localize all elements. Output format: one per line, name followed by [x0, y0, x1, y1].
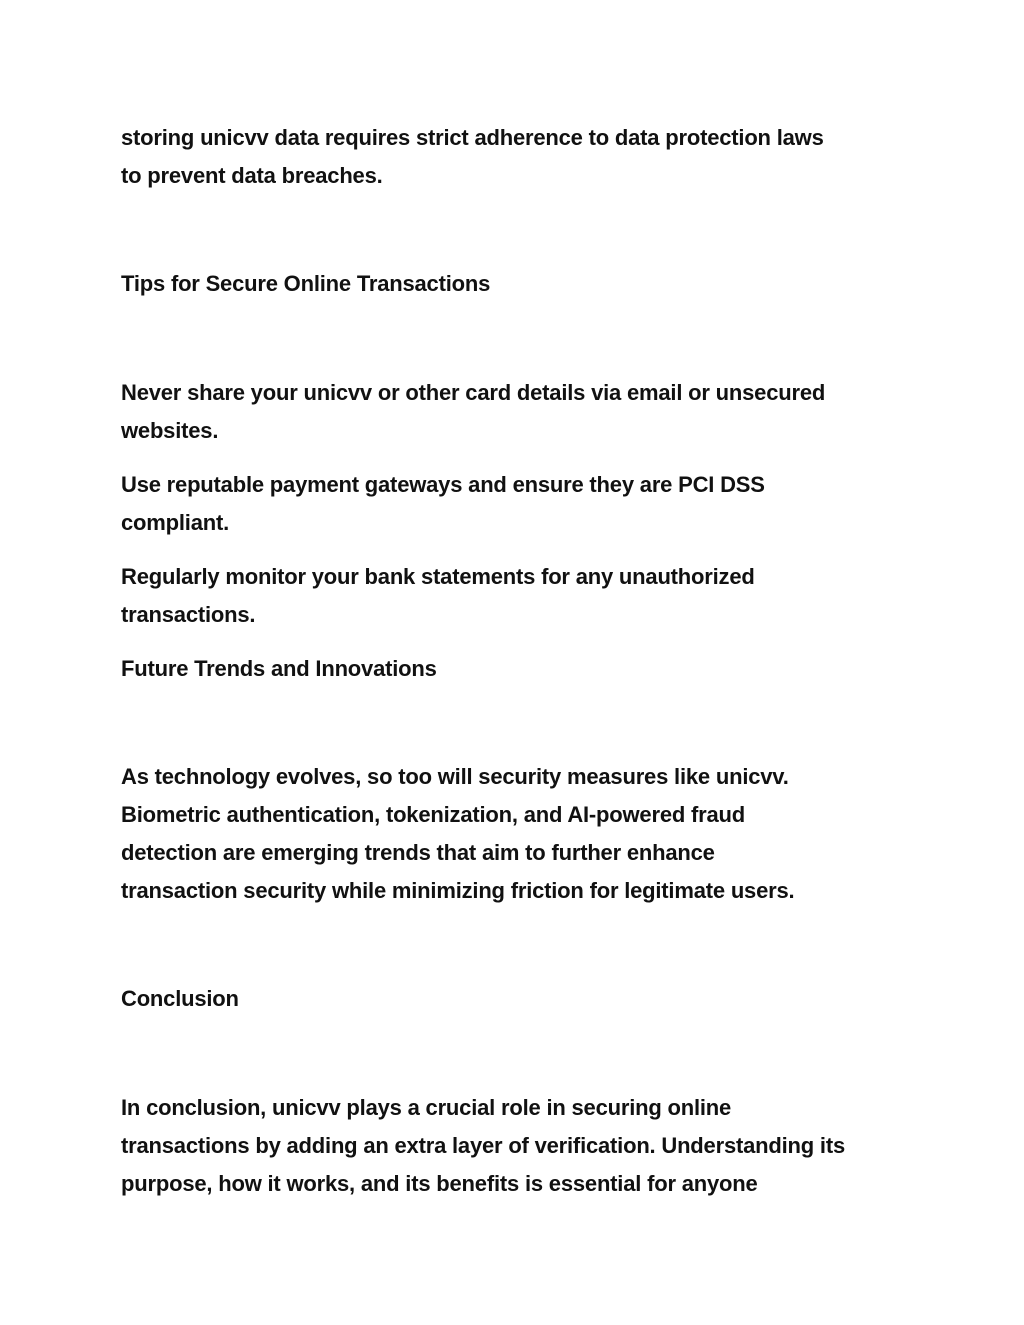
trends-line-1: As technology evolves, so too will security measures like unicvv.: [121, 764, 789, 789]
conclusion-line-3: purpose, how it works, and its benefits is essential for anyone: [121, 1171, 758, 1196]
tip-1-line-2: websites.: [121, 418, 219, 443]
trends-line-3: detection are emerging trends that aim to further enhance: [121, 840, 715, 865]
tips-heading: Tips for Secure Online Transactions: [121, 271, 491, 296]
intro-line-2: to prevent data breaches.: [121, 163, 383, 188]
trends-line-4: transaction security while minimizing friction for legitimate users.: [121, 878, 795, 903]
trends-line-2: Biometric authentication, tokenization, and AI-powered fraud: [121, 802, 746, 827]
tip-1-line-1: Never share your unicvv or other card details via email or unsecured: [121, 380, 826, 405]
tip-2-line-1: Use reputable payment gateways and ensure they are PCI DSS: [121, 472, 765, 497]
tip-2-line-2: compliant.: [121, 510, 230, 535]
tip-3-line-2: transactions.: [121, 602, 256, 627]
intro-line-1: storing unicvv data requires strict adherence to data protection laws: [121, 125, 824, 150]
trends-heading: Future Trends and Innovations: [121, 656, 437, 681]
conclusion-line-1: In conclusion, unicvv plays a crucial role in securing online: [121, 1095, 732, 1120]
conclusion-line-2: transactions by adding an extra layer of verification. Understanding its: [121, 1133, 845, 1158]
conclusion-heading: Conclusion: [121, 986, 239, 1011]
tip-3-line-1: Regularly monitor your bank statements for any unauthorized: [121, 564, 755, 589]
